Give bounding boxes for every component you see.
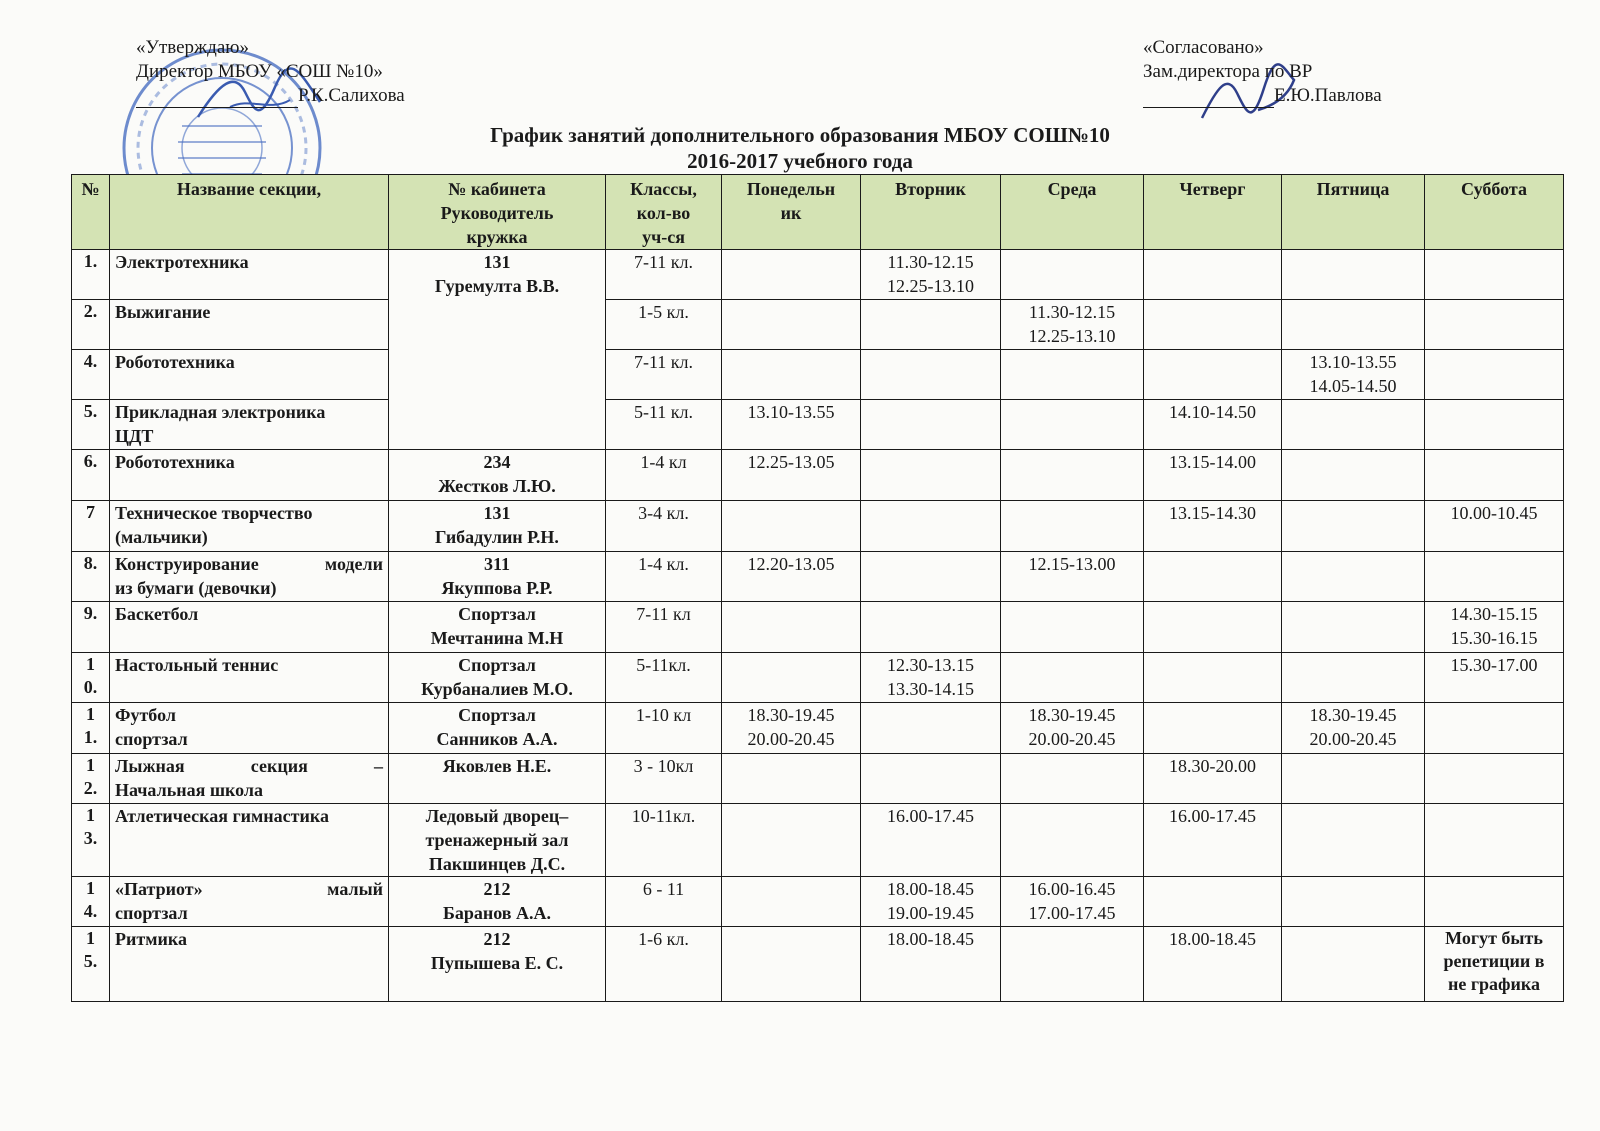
room-line-2: Санников А.А. [436,729,558,749]
section-name [110,754,389,804]
time-cell-tue [861,552,1001,602]
time-cell-sat [1425,703,1564,754]
room-line-2: Мечтанина М.Н [430,628,564,648]
row-number-l1: 4. [83,351,98,371]
time-cell-mon [722,501,861,552]
time-cell-sat [1425,350,1564,400]
room-line-1: Спортзал [458,705,536,725]
row-number [72,450,110,501]
room-line-1: Ледовый дворец– [425,806,569,826]
header-monday [722,175,861,250]
room-line-2: Курбаналиев М.О. [421,679,573,699]
table-row [72,927,1564,1002]
section-name [110,400,389,450]
time-cell-mon [722,250,861,300]
room-leader [389,804,606,877]
time-cell-fri [1282,602,1425,653]
table-row [72,501,1564,552]
table-row [72,754,1564,804]
classes-cell: 7-11 кл. [606,350,722,400]
time-slot-1: 16.00-16.45 [1028,879,1116,899]
time-cell-wed [1001,501,1144,552]
classes-cell: 6 - 11 [606,877,722,927]
classes-cell: 7-11 кл [606,602,722,653]
room-leader [389,250,606,450]
time-slot-2: 20.00-20.45 [747,729,835,749]
row-number-l1: 9. [83,603,98,623]
time-cell-thu [1144,703,1282,754]
row-number-l2: 1. [83,727,98,747]
document-subtitle: 2016-2017 учебного года [687,149,913,173]
classes-cell: 3-4 кл. [606,501,722,552]
time-slot-2: 12.25-13.10 [887,276,974,296]
row-number-l2: 3. [83,828,98,848]
row-number-l1: 8. [83,553,98,573]
time-slot-2: 19.00-19.45 [887,903,974,923]
time-slot-2: репетиции в [1443,951,1545,971]
time-slot-2: 17.00-17.45 [1028,903,1116,923]
time-slot-2: 13.30-14.15 [887,679,974,699]
classes-cell: 1-6 кл. [606,927,722,1002]
time-cell-mon [722,653,861,703]
section-name [110,552,389,602]
approval-block-right [1143,36,1382,108]
row-number [72,501,110,552]
time-slot-1: 14.10-14.50 [1169,402,1256,422]
room-leader [389,877,606,927]
row-number [72,804,110,877]
time-cell-wed [1001,450,1144,501]
time-cell-thu [1144,804,1282,877]
row-number [72,754,110,804]
time-cell-tue [861,602,1001,653]
time-slot-1: 18.30-19.45 [1309,705,1397,725]
time-slot-2: 20.00-20.45 [1309,729,1397,749]
time-cell-thu [1144,450,1282,501]
header-room-l3: кружка [466,227,528,247]
table-row [72,400,1564,450]
time-cell-fri [1282,754,1425,804]
time-cell-mon [722,754,861,804]
schedule-table [71,174,1564,1002]
header-cls-l2: кол-во [636,203,691,223]
time-cell-fri [1282,804,1425,877]
room-line-2: Жестков Л.Ю. [438,476,556,496]
header-mon-l2: ик [780,203,802,223]
classes-cell: 1-5 кл. [606,300,722,350]
section-name-l1: Выжигание [115,302,211,322]
time-cell-fri [1282,250,1425,300]
header-room-l2: Руководитель [440,203,554,223]
section-name [110,450,389,501]
row-number-l2: 0. [83,677,98,697]
header-cls-l1: Классы, [630,179,697,199]
time-cell-sat [1425,754,1564,804]
time-cell-sat [1425,501,1564,552]
time-cell-mon [722,877,861,927]
time-slot-1: 18.30-19.45 [1028,705,1116,725]
header-mon-l1: Понедельн [746,179,836,199]
section-name-l1: Настольный теннис [115,655,279,675]
time-cell-wed [1001,877,1144,927]
section-name-l2: Начальная школа [115,780,264,800]
time-cell-sat [1425,250,1564,300]
room-line-1: 212 [483,929,511,949]
time-slot-2: 12.25-13.10 [1028,326,1116,346]
row-number-l2: 5. [83,951,98,971]
row-number-l1: 1 [86,704,95,724]
time-slot-1: 11.30-12.15 [887,252,974,272]
header-thursday: Четверг [1144,175,1282,250]
header-friday: Пятница [1282,175,1425,250]
table-row [72,703,1564,754]
time-cell-sat [1425,927,1564,1002]
time-slot-3: не графика [1448,974,1540,994]
time-cell-mon [722,804,861,877]
director-name: Р.К.Салихова [298,85,405,106]
time-slot-1: 18.00-18.45 [887,879,974,899]
time-cell-wed [1001,250,1144,300]
time-slot-1: 13.10-13.55 [1309,352,1397,372]
time-slot-1: 12.25-13.05 [747,452,835,472]
header-room [389,175,606,250]
section-name [110,250,389,300]
section-name-l1: Конструирование модели [115,554,383,574]
section-name [110,653,389,703]
table-row [72,300,1564,350]
header-wednesday: Среда [1001,175,1144,250]
header-num: № [72,175,110,250]
time-cell-mon [722,450,861,501]
row-number-l2: 4. [83,901,98,921]
room-leader [389,602,606,653]
time-cell-wed [1001,350,1144,400]
time-slot-1: 18.00-18.45 [1169,929,1256,949]
classes-cell: 5-11кл. [606,653,722,703]
table-row [72,450,1564,501]
time-cell-sat [1425,450,1564,501]
time-cell-thu [1144,927,1282,1002]
row-number-l1: 6. [83,451,98,471]
time-slot-1: 16.00-17.45 [887,806,974,826]
header-tuesday: Вторник [861,175,1001,250]
time-cell-thu [1144,552,1282,602]
time-cell-fri [1282,927,1425,1002]
room-leader [389,552,606,602]
time-cell-fri [1282,400,1425,450]
room-leader [389,927,606,1002]
time-cell-thu [1144,653,1282,703]
time-cell-thu [1144,754,1282,804]
time-slot-2: 14.05-14.50 [1309,376,1397,396]
section-name [110,804,389,877]
time-cell-tue [861,450,1001,501]
section-name-l1: «Патриот» малый [115,879,383,899]
time-slot-1: 12.15-13.00 [1028,554,1116,574]
room-line-2: тренажерный зал [425,830,569,850]
row-number-l1: 1 [86,654,95,674]
time-slot-1: 13.15-14.30 [1169,503,1256,523]
section-name [110,877,389,927]
header-saturday: Суббота [1425,175,1564,250]
room-line-1: 311 [483,554,510,574]
section-name-l1: Электротехника [115,252,249,272]
row-number [72,300,110,350]
time-cell-fri [1282,501,1425,552]
row-number-l1: 1. [83,251,98,271]
room-line-2: Баранов А.А. [442,903,552,923]
table-row [72,653,1564,703]
time-slot-1: 16.00-17.45 [1169,806,1256,826]
row-number [72,350,110,400]
room-line-2: Гибадулин Р.Н. [435,527,559,547]
room-line-1: Спортзал [458,604,536,624]
room-leader [389,653,606,703]
time-cell-tue [861,400,1001,450]
row-number-l1: 1 [86,805,95,825]
time-cell-wed [1001,754,1144,804]
approval-label-left: «Утверждаю» [136,37,249,58]
row-number [72,703,110,754]
table-header-row [72,175,1564,250]
time-cell-thu [1144,877,1282,927]
time-cell-tue [861,300,1001,350]
classes-cell: 1-10 кл [606,703,722,754]
room-leader [389,450,606,501]
section-name-l1: Ритмика [115,929,187,949]
row-number [72,602,110,653]
classes-cell: 3 - 10кл [606,754,722,804]
section-name-l1: Робототехника [115,352,235,372]
time-cell-thu [1144,602,1282,653]
time-cell-wed [1001,653,1144,703]
time-cell-thu [1144,250,1282,300]
approval-block-left [136,36,405,108]
room-line-2: Пупышева Е. С. [430,953,564,973]
classes-cell: 1-4 кл. [606,552,722,602]
time-cell-mon [722,350,861,400]
room-number: 131 [483,252,511,272]
document-title: График занятий дополнительного образования МБОУ СОШ№10 [490,123,1110,147]
room-line-1: 131 [483,503,511,523]
leader-name: Гуремулта В.В. [434,276,560,296]
section-name-l2: ЦДТ [115,426,154,446]
time-cell-mon [722,300,861,350]
schedule-body [72,250,1564,1002]
section-name-l2: (мальчики) [115,527,208,547]
section-name-l1: Робототехника [115,452,235,472]
time-slot-1: 10.00-10.45 [1450,503,1538,523]
section-name [110,927,389,1002]
time-cell-fri [1282,552,1425,602]
director-signature-line [136,84,405,108]
time-slot-1: Могут быть [1445,928,1543,948]
time-cell-sat [1425,400,1564,450]
table-row [72,250,1564,300]
time-cell-mon [722,927,861,1002]
time-cell-tue [861,877,1001,927]
time-cell-tue [861,350,1001,400]
time-slot-1: 18.30-20.00 [1169,756,1256,776]
room-leader [389,754,606,804]
time-slot-2: 15.30-16.15 [1450,628,1538,648]
time-cell-wed [1001,552,1144,602]
time-slot-1: 18.00-18.45 [887,929,974,949]
header-room-l1: № кабинета [448,179,546,199]
time-cell-wed [1001,300,1144,350]
time-slot-1: 13.10-13.55 [747,402,835,422]
time-cell-sat [1425,552,1564,602]
row-number-l1: 1 [86,928,95,948]
table-row [72,552,1564,602]
time-cell-fri [1282,450,1425,501]
time-cell-sat [1425,877,1564,927]
table-row [72,877,1564,927]
time-cell-tue [861,501,1001,552]
time-cell-sat [1425,300,1564,350]
deputy-signature-line [1143,84,1382,108]
section-name [110,300,389,350]
section-name-l1: Атлетическая гимнастика [115,806,329,826]
time-slot-2: 20.00-20.45 [1028,729,1116,749]
time-cell-mon [722,400,861,450]
time-slot-1: 12.20-13.05 [747,554,835,574]
time-slot-1: 15.30-17.00 [1450,655,1538,675]
time-cell-mon [722,552,861,602]
time-cell-tue [861,754,1001,804]
table-row [72,350,1564,400]
section-name [110,501,389,552]
time-cell-wed [1001,400,1144,450]
row-number [72,877,110,927]
table-row [72,804,1564,877]
row-number-l1: 1 [86,755,95,775]
row-number-l1: 7 [86,502,95,522]
time-cell-tue [861,927,1001,1002]
time-cell-tue [861,653,1001,703]
time-cell-mon [722,703,861,754]
time-cell-tue [861,703,1001,754]
room-line-3: Пакшинцев Д.С. [428,854,566,874]
time-cell-wed [1001,927,1144,1002]
room-leader [389,501,606,552]
time-slot-1: 13.15-14.00 [1169,452,1256,472]
row-number-l1: 1 [86,878,95,898]
time-slot-1: 12.30-13.15 [887,655,974,675]
section-name-l1: Футбол [115,705,176,725]
deputy-title: Зам.директора по ВР [1143,61,1313,82]
section-name-l2: спортзал [115,729,188,749]
time-cell-sat [1425,804,1564,877]
section-name-l1: Прикладная электроника [115,402,326,422]
row-number [72,250,110,300]
time-cell-thu [1144,350,1282,400]
time-cell-thu [1144,300,1282,350]
header-cls-l3: уч-ся [642,227,685,247]
room-line-1: 234 [483,452,511,472]
table-row [72,602,1564,653]
time-cell-tue [861,804,1001,877]
time-cell-sat [1425,653,1564,703]
classes-cell: 1-4 кл [606,450,722,501]
time-slot-1: 11.30-12.15 [1028,302,1116,322]
section-name-l1: Баскетбол [115,604,199,624]
time-cell-wed [1001,602,1144,653]
section-name [110,350,389,400]
section-name-l1: Лыжная секция – [115,756,383,776]
row-number [72,552,110,602]
row-number [72,927,110,1002]
time-cell-thu [1144,501,1282,552]
time-cell-sat [1425,602,1564,653]
time-cell-wed [1001,703,1144,754]
header-section-name: Название секции, [110,175,389,250]
row-number-l1: 5. [83,401,98,421]
room-line-1: 212 [483,879,511,899]
section-name [110,602,389,653]
header-classes [606,175,722,250]
section-name-l2: спортзал [115,903,188,923]
section-name-l2: из бумаги (девочки) [115,578,277,598]
room-line-2: Якуппова Р.Р. [441,578,553,598]
classes-cell: 10-11кл. [606,804,722,877]
director-title: Директор МБОУ «СОШ №10» [136,61,383,82]
row-number-l2: 2. [83,778,98,798]
time-cell-fri [1282,350,1425,400]
row-number [72,653,110,703]
classes-cell: 7-11 кл. [606,250,722,300]
time-cell-mon [722,602,861,653]
time-cell-thu [1144,400,1282,450]
deputy-name: Е.Ю.Павлова [1274,85,1382,106]
approval-label-right: «Согласовано» [1143,37,1264,58]
time-slot-1: 14.30-15.15 [1450,604,1538,624]
classes-cell: 5-11 кл. [606,400,722,450]
time-cell-fri [1282,703,1425,754]
row-number-l1: 2. [83,301,98,321]
time-cell-wed [1001,804,1144,877]
time-cell-fri [1282,300,1425,350]
row-number [72,400,110,450]
section-name [110,703,389,754]
time-cell-fri [1282,653,1425,703]
room-line-1: Яковлев Н.Е. [442,756,552,776]
time-cell-tue [861,250,1001,300]
time-slot-1: 18.30-19.45 [747,705,835,725]
room-line-1: Спортзал [458,655,536,675]
room-leader [389,703,606,754]
time-cell-fri [1282,877,1425,927]
section-name-l1: Техническое творчество [115,503,313,523]
